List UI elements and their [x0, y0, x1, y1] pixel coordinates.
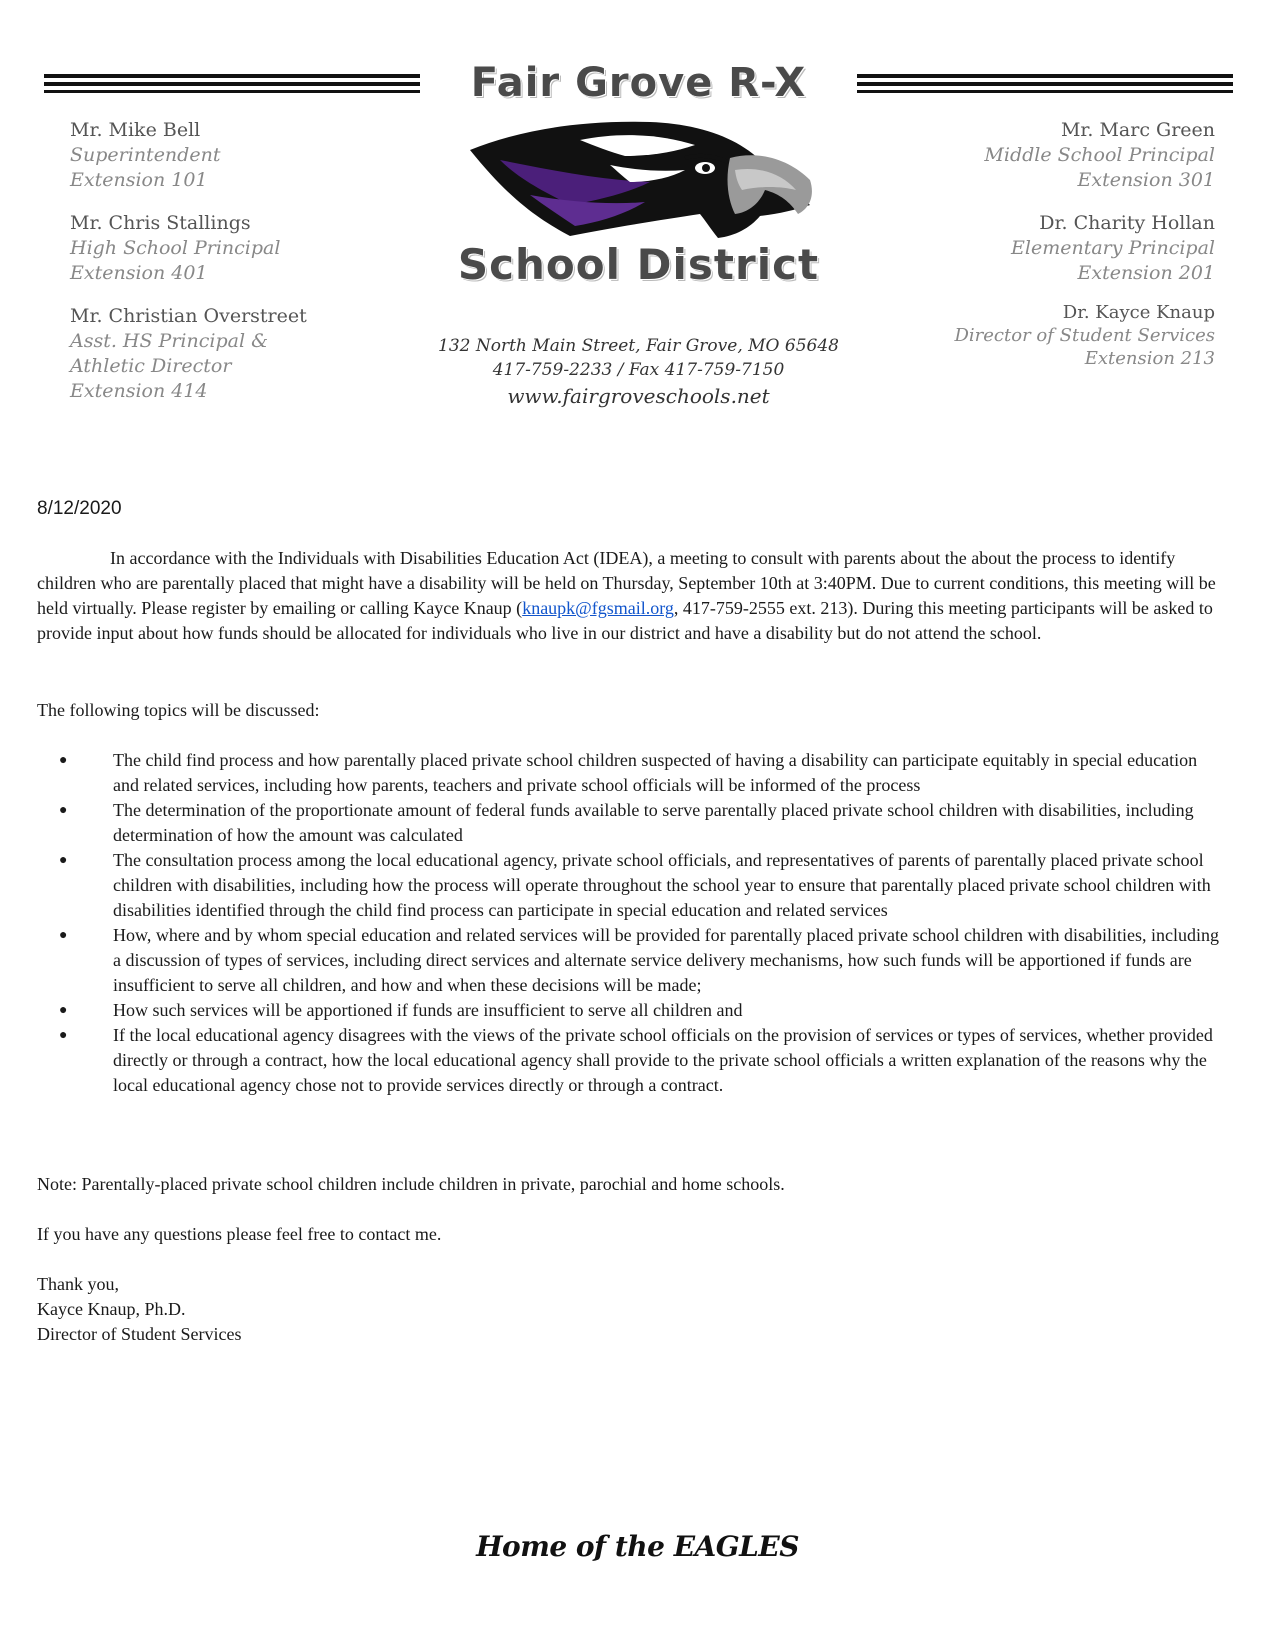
- staff-name: Mr. Marc Green: [1060, 119, 1215, 141]
- staff-name: Dr. Kayce Knaup: [1062, 302, 1215, 323]
- closing: Thank you,: [37, 1274, 119, 1294]
- list-item: [37, 1023, 1227, 1098]
- topic-text: The child find process and how parentally placed private school children suspected of having a disability can participate equitably in special education and related services, including how parents, teachers and private school officials will be informed of the process: [113, 750, 1198, 795]
- topic-text: The determination of the proportionate amount of federal funds available to serve parentally placed private school children with disabilities, including determination of how the amount was calculated: [113, 800, 1194, 845]
- staff-extension: Extension 213: [1084, 348, 1215, 369]
- address-street: 132 North Main Street, Fair Grove, MO 65648: [438, 336, 839, 356]
- bullet-icon: ●: [59, 803, 68, 818]
- staff-extension: Extension 301: [1077, 169, 1215, 191]
- staff-extension: Extension 401: [70, 262, 208, 284]
- staff-role: Superintendent: [70, 144, 221, 166]
- staff-name: Mr. Christian Overstreet: [70, 305, 307, 327]
- staff-role: Director of Student Services: [954, 325, 1215, 346]
- letter-date: 8/12/2020: [37, 498, 122, 519]
- district-title-top: Fair Grove R-X: [470, 60, 807, 106]
- staff-role: High School Principal: [70, 237, 281, 259]
- list-item: [37, 998, 1227, 1023]
- staff-asst-principal: [70, 304, 307, 404]
- signer-name: Kayce Knaup, Ph.D.: [37, 1299, 186, 1319]
- bullet-icon: ●: [59, 1028, 68, 1043]
- staff-name: Mr. Mike Bell: [70, 119, 201, 141]
- staff-role: Asst. HS Principal &: [70, 330, 268, 352]
- list-item: [37, 848, 1227, 923]
- staff-hs-principal: [70, 211, 280, 286]
- questions-paragraph: If you have any questions please feel free to contact me.: [37, 1224, 442, 1244]
- staff-role: Elementary Principal: [1011, 237, 1215, 259]
- staff-superintendent: [70, 118, 220, 193]
- topic-text: If the local educational agency disagrees with the views of the private school officials on the provision of services or types of services, whether provided directly or through a contract, how the local educational agency shall provide to the private school officials a written explanation of the reasons why the local educational agency chose not to provide services directly or through a contract.: [113, 1025, 1213, 1095]
- signature-block: [37, 1272, 1227, 1347]
- bullet-icon: ●: [59, 753, 68, 768]
- topic-text: How, where and by whom special education and related services will be provided for parentally placed private school children with disabilities, including a discussion of types of services, including direct services and alternate service delivery mechanisms, how such funds will be apportioned if funds are insufficient to serve all children, and how and when these decisions will be made;: [113, 925, 1219, 995]
- address-phone: 417-759-2233 / Fax 417-759-7150: [492, 360, 785, 380]
- list-item: [37, 923, 1227, 998]
- bullet-icon: ●: [59, 853, 68, 868]
- signer-title: Director of Student Services: [37, 1324, 242, 1344]
- bullet-icon: ●: [59, 928, 68, 943]
- bullet-icon: ●: [59, 1003, 68, 1018]
- district-title-bottom: School District: [457, 240, 820, 289]
- staff-role: Middle School Principal: [984, 144, 1215, 166]
- intro-paragraph: [37, 546, 1227, 646]
- address-website: www.fairgroveschools.net: [507, 384, 770, 408]
- note-paragraph: Note: Parentally-placed private school children include children in private, parochial and home schools.: [37, 1174, 785, 1194]
- topic-text: How such services will be apportioned if funds are insufficient to serve all children and: [113, 1000, 743, 1020]
- staff-ms-principal: [984, 118, 1215, 193]
- intro-text: In accordance with the Individuals with Disabilities Education Act (IDEA), a meeting to consult with parents about the about the process to identify children who are parentally placed that might have a disability will be held on Thursday, September 10th at 3:40PM. Due to current conditions, this meeting will be held virtually. Please register by emailing or calling Kayce Knaup (: [37, 548, 1216, 618]
- list-item: [37, 798, 1227, 848]
- staff-elem-principal: [1011, 211, 1215, 286]
- header-rule-right: [857, 74, 1233, 94]
- staff-extension: Extension 201: [1077, 262, 1215, 284]
- staff-extension: Extension 414: [70, 380, 208, 402]
- topic-list: [37, 748, 1227, 1098]
- staff-student-services: [954, 301, 1215, 370]
- staff-name: Dr. Charity Hollan: [1039, 212, 1215, 234]
- intro-text-continued: , 417-759-2555 ext. 213). During this meeting participants will be asked to provide input about how funds should be allocated for individuals who live in our district and have a disability but do not attend the school.: [37, 598, 1213, 643]
- topics-intro: The following topics will be discussed:: [37, 700, 320, 720]
- staff-extension: Extension 101: [70, 169, 208, 191]
- email-link[interactable]: knaupk@fgsmail.org: [522, 598, 674, 618]
- eagle-logo-icon: [460, 110, 820, 250]
- topic-text: The consultation process among the local educational agency, private school officials, and representatives of parents of parentally placed private school children with disabilities, including how the process will operate throughout the school year to ensure that parentally placed private school children with disabilities identified through the child find process can participate in special education and related services: [113, 850, 1211, 920]
- footer-motto: Home of the EAGLES: [476, 1530, 799, 1563]
- staff-name: Mr. Chris Stallings: [70, 212, 251, 234]
- list-item: [37, 748, 1227, 798]
- header-rule-left: [44, 74, 420, 94]
- staff-role: Athletic Director: [70, 355, 232, 377]
